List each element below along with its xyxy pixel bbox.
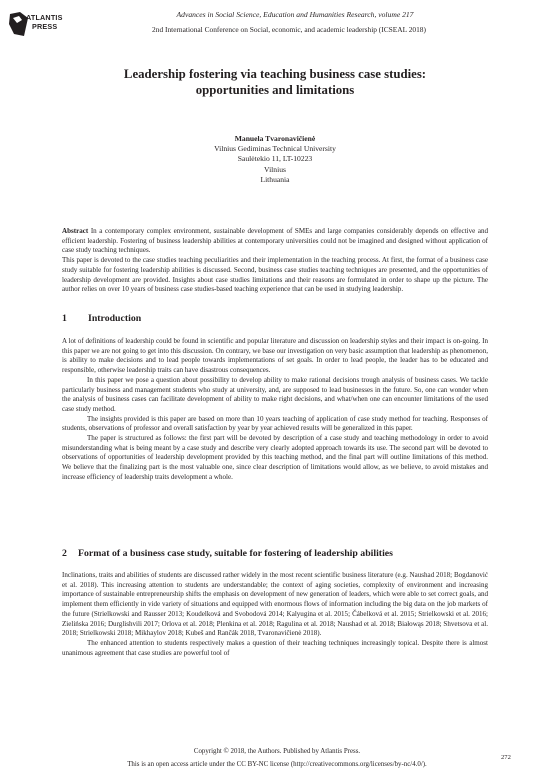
journal-header: Advances in Social Science, Education and Humanities Research, volume 217 xyxy=(176,10,414,19)
author-block xyxy=(0,134,550,185)
section-2-body xyxy=(62,571,488,658)
section-2-paragraph-2: The enhanced attention to students respectively makes a question of their teaching techniques increasingly topical. Despite there is almost unanimous agreement that case studies are powerful tool of xyxy=(62,638,488,657)
section-2-title: Format of a business case study, suitable for fostering of leadership abilities xyxy=(78,548,393,559)
conference-header: 2nd International Conference on Social, economic, and academic leadership (ICSEAL 2018) xyxy=(152,25,426,34)
abstract xyxy=(62,227,488,295)
section-1-paragraph-3: The insights provided is this paper are based on more than 10 years teaching of application of case study method for teaching. Responses of students, observations of professor and overall satisfaction by year by year achieved results will be generalized in this paper. xyxy=(62,414,488,433)
section-1-number: 1 xyxy=(62,313,67,324)
section-2-number: 2 xyxy=(62,548,67,559)
section-2-paragraph-1: Inclinations, traits and abilities of students are discussed rather widely in the most recent scientific business literature (e.g. Naushad 2018; Bogdanović et al. 2018). This increasing attention to students are understandable; the context of aging societies, complexity of environment and increasing importance of sustainable entrepreneurship shifts the emphasis on development of new generation of leaders, which were able to set correct goals, and implement them efficiently in vide variety of situations and equipped with enormous flows of information including the big data on the job markets of the future (Strielkowski and Rausser 2013; Koudelková and Svobodová 2014; Kalyugina et al. 2015; Čábelková et al. 2015; Strielkowski et al. 2016; Zielińska 2016; Durglishvili 2017; Orlova et al. 2018; Plenkina et al. 2018; Ragulina et al. 2018; Naushad et al. 2018; Białowąs 2018; Shvetsova et al. 2018; Strielkowski 2018; Mikhaylov 2018; Kubeš and Rančák 2018, Tvaronavičienė 2018). xyxy=(62,571,488,638)
author-country: Lithuania xyxy=(260,174,290,184)
title-line-1: Leadership fostering via teaching business case studies: xyxy=(123,67,427,81)
author-name: Manuela Tvaronavičienė xyxy=(234,134,316,143)
abstract-paragraph-2: This paper is devoted to the case studies teaching peculiarities and their implementation in the teaching process. At first, the format of a business case study suitable for fostering leadership abilities is discussed. Second, business case studies teaching techniques are presented, and the opportunities of leadership development are provided. Insights about case studies limitations and their reasons are formulated in order to shape up the picture. The author relies on over 10 years of business case studies-based teaching experience that can be used in studying leadership. xyxy=(62,256,488,294)
page-number: 272 xyxy=(501,754,511,761)
author-affiliation: Vilnius Gediminas Technical University xyxy=(214,144,336,154)
section-1-paragraph-2: In this paper we pose a question about possibility to develop ability to make rational decisions trough analysis of business cases. We tackle particularly business and management students who study at university, and, are supposed to lead businesses in the future. So, one can wonder when the analysis of business cases can facilitate development of ability to make right decisions, and what/when one can encounter limitations of the used case study method. xyxy=(62,375,488,413)
section-1-title: Introduction xyxy=(88,313,142,324)
footer-copyright: Copyright © 2018, the Authors. Published by Atlantis Press. xyxy=(193,748,361,755)
logo-line-2: PRESS xyxy=(32,22,58,31)
logo-line-1: ATLANTIS xyxy=(26,13,63,22)
paper-title xyxy=(50,66,500,98)
title-line-2: opportunities and limitations xyxy=(195,83,355,97)
section-2-heading xyxy=(62,548,393,559)
footer-license: This is an open access article under the CC BY-NC license (http://creativecommons.org/licenses/by-nc/4.0/). xyxy=(127,761,427,768)
section-1-paragraph-4: The paper is structured as follows: the first part will be devoted by description of a case study and teaching methodology in order to avoid misunderstanding what is being meant by a case study and describe very clearly adopted approach towards its use. The second part will be devoted to observations of opportunities of leadership development provided by this teaching method, and the final part will outline limitations of this method. We believe that the finalizing part is the most valuable one, since clear description of limitations would allow, as we believe, to avoid mistakes and increase efficiency of leadership traits development a whole. xyxy=(62,434,488,481)
section-1-heading xyxy=(62,313,141,324)
author-city: Vilnius xyxy=(264,164,286,174)
abstract-text-1: In a contemporary complex environment, sustainable development of SMEs and large companies considerably depends on effective and efficient leadership. Fostering of business leadership abilities at contemporary universities could not be imagined and designed without application of case study teaching techniques. xyxy=(62,227,488,255)
abstract-paragraph-1 xyxy=(62,227,488,256)
section-1-paragraph-1: A lot of definitions of leadership could be found in scientific and popular literature and discussion on leadership styles and their impact is on-going. In this paper we are not going to get into this discussion. On contrary, we base our investigation on very basic assumption that leadership as phenomenon, is ability to make decisions and to lead people towards implementations of set goals. In order to lead people, the leader has to be educated and responsible, otherwise leadership traits can have disastrous consequences. xyxy=(62,337,488,375)
section-1-body xyxy=(62,337,488,483)
abstract-label: Abstract xyxy=(62,227,89,235)
author-address: Saulėtekio 11, LT-10223 xyxy=(237,154,313,164)
